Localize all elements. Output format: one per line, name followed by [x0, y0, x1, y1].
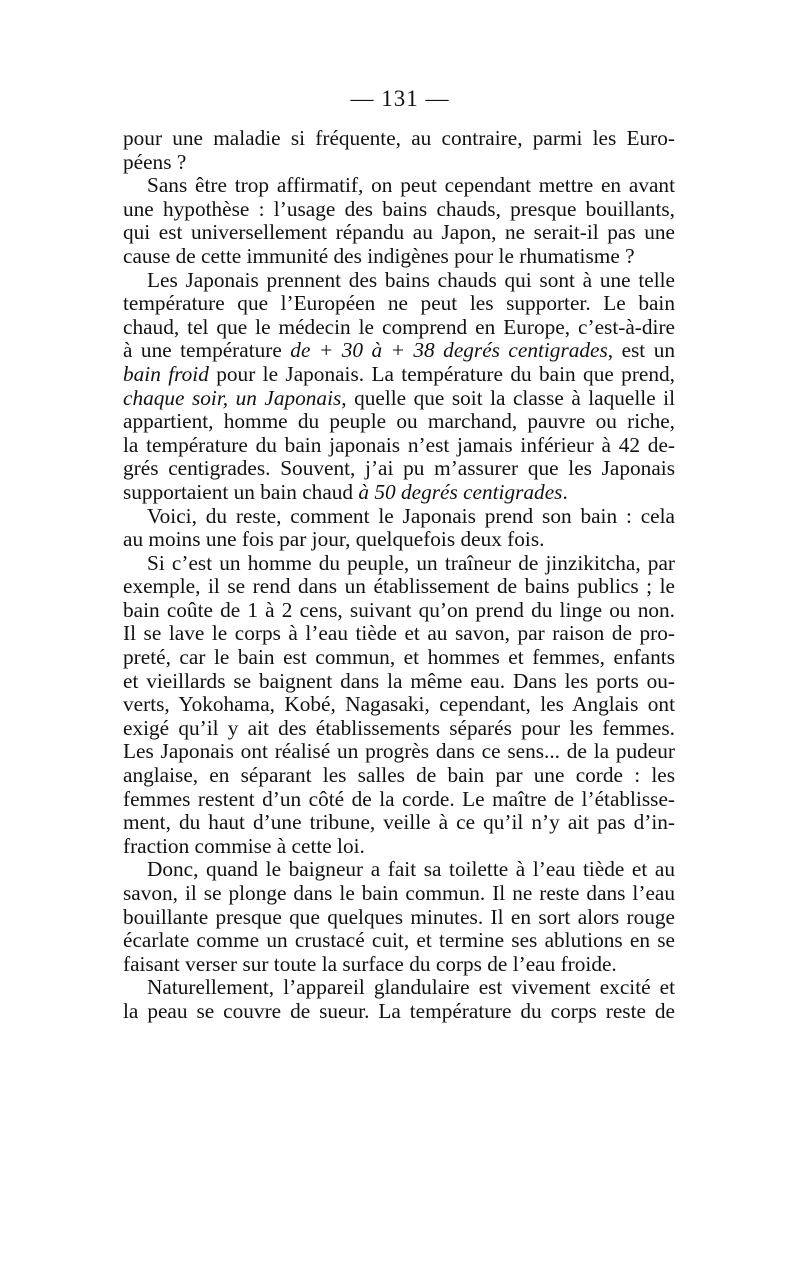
text-line	[123, 221, 675, 245]
text-run: Les Japonais ont réalisé un progrès dans ce sens... de la pudeur	[123, 739, 675, 764]
text-run: Donc, quand le baigneur a fait sa toilette à l’eau tiède et au	[147, 857, 675, 882]
text-run: exemple, il se rend dans un établissement de bains publics ; le	[123, 574, 675, 599]
text-run: savon, il se plonge dans le bain commun. Il ne reste dans l’eau	[123, 881, 675, 905]
text-line	[123, 646, 675, 670]
text-line	[123, 552, 675, 576]
text-run: chaud, tel que le médecin le comprend en Europe, c’est-à-dire	[123, 314, 675, 339]
text-run: faisant verser sur toute la surface du corps de l’eau froide.	[123, 951, 617, 976]
text-run: appartient, homme du peuple ou marchand, pauvre ou riche,	[123, 409, 675, 434]
text-line	[123, 575, 675, 599]
text-line	[123, 764, 675, 788]
text-line	[123, 151, 675, 175]
italic-run: bain froid	[123, 361, 209, 386]
italic-run: de + 30 à + 38 degrés centigrades	[290, 338, 608, 363]
text-run: preté, car le bain est commun, et hommes et femmes, enfants	[123, 645, 675, 670]
text-run: exigé qu’il y ait des établissements séparés pour les femmes.	[123, 715, 675, 740]
text-line	[123, 693, 675, 717]
text-run: ment, du haut d’une tribune, veille à ce qu’il n’y ait pas d’in-	[123, 810, 675, 835]
text-run: et vieillards se baignent dans la même eau. Dans les ports ou-	[123, 668, 675, 693]
italic-run: à 50 degrés centigrades	[358, 479, 563, 504]
page-number: — 131 —	[350, 86, 450, 111]
text-line	[123, 457, 675, 481]
text-run: au moins une fois par jour, quelquefois deux fois.	[123, 527, 545, 552]
text-run: Si c’est un homme du peuple, un traîneur de jinzikitcha, par	[147, 550, 675, 575]
text-line	[123, 363, 675, 387]
text-line	[123, 127, 675, 151]
text-run: pour une maladie si fréquente, au contraire, parmi les Euro-	[123, 126, 675, 150]
text-line	[123, 811, 675, 835]
text-line	[123, 198, 675, 222]
text-line	[123, 481, 675, 505]
text-run: qui est universellement répandu au Japon, ne serait-il pas une	[123, 220, 675, 245]
text-run: écarlate comme un crustacé cuit, et termine ses ablutions en se	[123, 928, 675, 953]
text-line	[123, 882, 675, 906]
text-line	[123, 953, 675, 977]
text-line	[123, 835, 675, 859]
text-line	[123, 387, 675, 411]
text-line	[123, 292, 675, 316]
text-run: femmes restent d’un côté de la corde. Le maître de l’établisse-	[123, 786, 675, 811]
text-line	[123, 434, 675, 458]
text-line	[123, 269, 675, 293]
text-line	[123, 339, 675, 363]
text-line	[123, 788, 675, 812]
text-run: Voici, du reste, comment le Japonais prend son bain : cela	[147, 503, 675, 528]
text-line	[123, 245, 675, 269]
text-line	[123, 410, 675, 434]
italic-run: chaque soir, un Japonais	[123, 385, 342, 410]
text-run: Les Japonais prennent des bains chauds qui sont à une telle	[147, 267, 675, 292]
text-line	[123, 670, 675, 694]
text-line	[123, 1000, 675, 1024]
text-run: bouillante presque que quelques minutes. Il en sort alors rouge	[123, 904, 675, 929]
text-line	[123, 717, 675, 741]
text-line	[123, 906, 675, 930]
text-run: , quelle que soit la classe à laquelle il	[341, 385, 675, 410]
text-run: Naturellement, l’appareil glandulaire est vivement excité et	[147, 975, 675, 1000]
text-run: bain coûte de 1 à 2 cens, suivant qu’on prend du linge ou non.	[123, 597, 675, 622]
body-text	[123, 127, 675, 1024]
text-line	[123, 929, 675, 953]
text-line	[123, 174, 675, 198]
text-run: la peau se couvre de sueur. La température du corps reste de	[123, 998, 675, 1023]
text-run: pour le Japonais. La température du bain que prend,	[208, 361, 675, 386]
text-line	[123, 599, 675, 623]
text-run: grés centigrades. Souvent, j’ai pu m’assurer que les Japonais	[123, 456, 675, 481]
text-run: cause de cette immunité des indigènes pour le rhumatisme ?	[123, 243, 635, 268]
text-run: .	[562, 479, 568, 504]
text-line	[123, 505, 675, 529]
text-run: anglaise, en séparant les salles de bain par une corde : les	[123, 763, 675, 788]
text-line	[123, 740, 675, 764]
text-line	[123, 316, 675, 340]
text-run: verts, Yokohama, Kobé, Nagasaki, cependant, les Anglais ont	[123, 692, 675, 717]
text-run: à une température	[123, 338, 291, 363]
text-run: Il se lave le corps à l’eau tiède et au savon, par raison de pro-	[123, 621, 675, 646]
text-run: température que l’Européen ne peut les supporter. Le bain	[123, 291, 675, 316]
text-line	[123, 528, 675, 552]
text-line	[123, 976, 675, 1000]
text-run: péens ?	[123, 149, 187, 174]
text-run: fraction commise à cette loi.	[123, 833, 365, 858]
text-run: Sans être trop affirmatif, on peut cependant mettre en avant	[147, 173, 675, 198]
text-line	[123, 622, 675, 646]
text-run: la température du bain japonais n’est jamais inférieur à 42 de-	[123, 432, 675, 457]
text-run: , est un	[607, 338, 675, 363]
text-run: supportaient un bain chaud	[123, 479, 359, 504]
text-line	[123, 858, 675, 882]
text-run: une hypothèse : l’usage des bains chauds, presque bouillants,	[123, 196, 675, 221]
